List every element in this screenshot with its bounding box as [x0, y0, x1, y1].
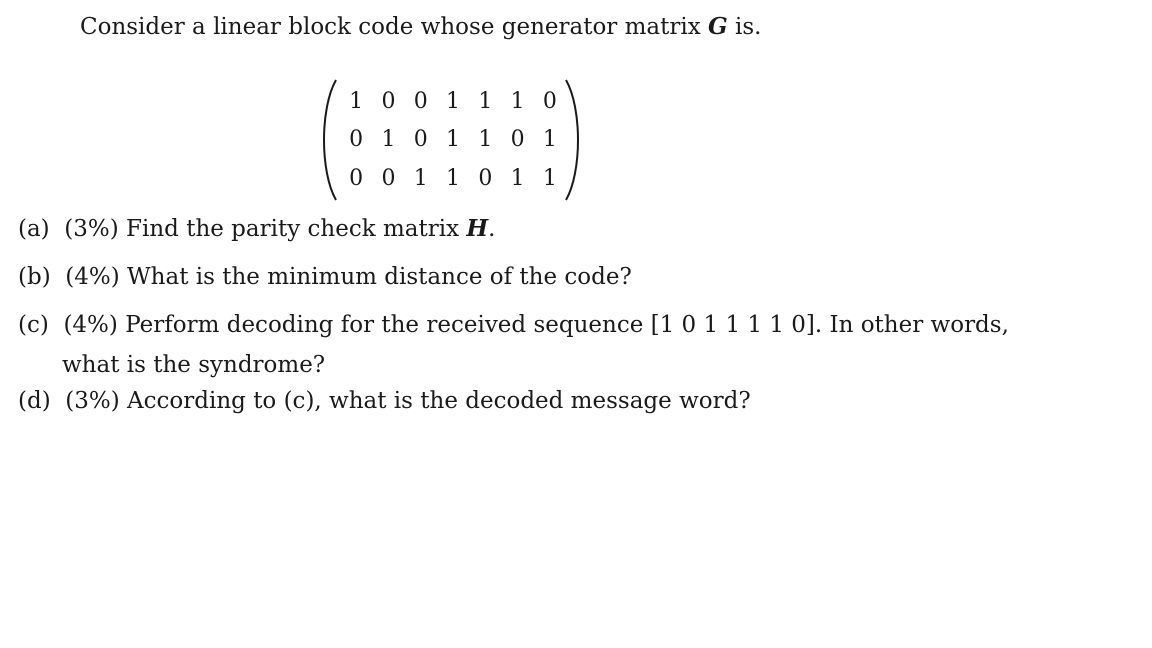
question-d-text: According to (c), what is the decoded message word?	[127, 388, 751, 414]
matrix-cell: 1	[478, 127, 493, 153]
question-b-text: What is the minimum distance of the code?	[127, 264, 632, 290]
generator-matrix	[316, 78, 586, 202]
matrix-cell: 0	[413, 127, 428, 153]
question-c-label: (c)	[18, 312, 49, 338]
parity-symbol: H	[466, 215, 489, 242]
matrix-cell: 0	[413, 88, 428, 114]
intro-sentence	[80, 12, 761, 42]
question-a-text-after: .	[488, 216, 496, 242]
matrix-cell: 0	[349, 127, 364, 153]
question-d-label: (d)	[18, 388, 51, 414]
matrix-cell: 0	[381, 88, 396, 114]
question-c-points: (4%)	[63, 312, 118, 338]
matrix-cell: 0	[510, 127, 525, 153]
question-d-points: (3%)	[65, 388, 120, 414]
matrix-table	[340, 82, 566, 198]
matrix-cell: 0	[349, 165, 364, 191]
matrix-cell: 1	[446, 127, 461, 153]
question-b-label: (b)	[18, 264, 51, 290]
matrix-cell: 0	[381, 165, 396, 191]
intro-text-before: Consider a linear block code whose generator matrix	[80, 14, 708, 40]
matrix-cell: 1	[542, 127, 557, 153]
question-c-continuation	[62, 350, 325, 380]
question-a-points: (3%)	[64, 216, 119, 242]
question-b-points: (4%)	[65, 264, 120, 290]
matrix-cell: 1	[446, 165, 461, 191]
matrix-row	[340, 121, 566, 160]
right-parenthesis	[564, 78, 586, 202]
matrix-cell: 0	[478, 165, 493, 191]
matrix-cell: 0	[542, 88, 557, 114]
matrix-row	[340, 82, 566, 121]
question-b	[18, 262, 632, 292]
question-c	[18, 310, 1009, 340]
matrix-cell: 1	[510, 165, 525, 191]
matrix-cell: 1	[542, 165, 557, 191]
matrix-cell: 1	[510, 88, 525, 114]
left-parenthesis	[316, 78, 338, 202]
question-a-label: (a)	[18, 216, 50, 242]
matrix-cell: 1	[413, 165, 428, 191]
intro-text-after: is.	[727, 14, 762, 40]
question-d	[18, 386, 751, 416]
question-c-text: Perform decoding for the received sequence [1 0 1 1 1 1 0]. In other words,	[125, 312, 1009, 338]
matrix-row	[340, 159, 566, 198]
matrix-cell: 1	[349, 88, 364, 114]
matrix-cell: 1	[446, 88, 461, 114]
question-a	[18, 214, 495, 244]
matrix-cell: 1	[381, 127, 396, 153]
matrix-cell: 1	[478, 88, 493, 114]
generator-symbol: G	[708, 13, 728, 40]
question-a-text: Find the parity check matrix	[126, 216, 467, 242]
question-c-continuation-text: what is the syndrome?	[62, 352, 326, 378]
